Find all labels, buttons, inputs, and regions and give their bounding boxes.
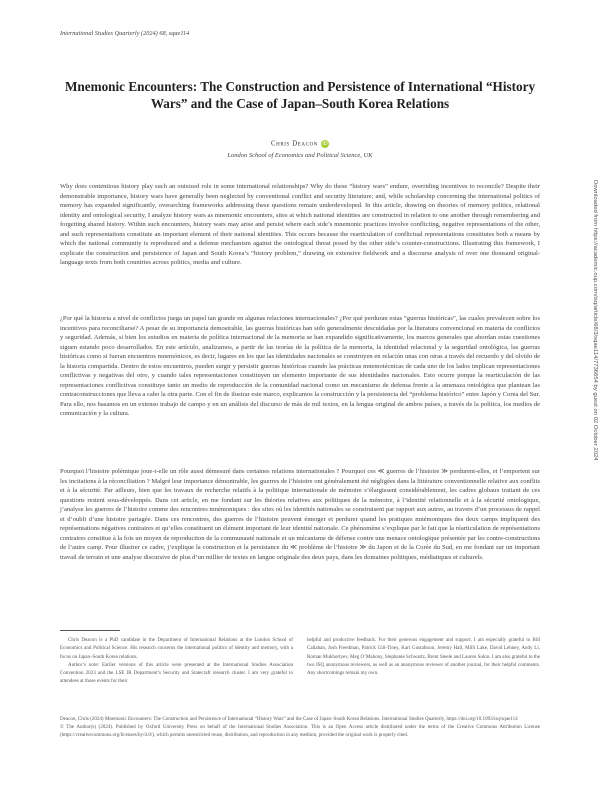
- footnote-author-note: Author’s note: Earlier versions of this article were presented at the International Studies Association Convention 2023 and the LSE IR Department’s Security and Statecraft research cluster. I am very grateful to attendees at those events for their: [60, 661, 293, 685]
- running-head: International Studies Quarterly (2024) 68, sqae114: [60, 30, 190, 37]
- orcid-icon[interactable]: iD: [322, 141, 328, 147]
- citation-reference: Deacon, Chris (2024) Mnemonic Encounters: The Construction and Persistence of International “History Wars” and the Case of Japan–South Korea Relations. International Studies Quarterly, https://doi.org/10.1093/isq/sqae114: [60, 716, 518, 722]
- copyright-license: © The Author(s) (2024). Published by Oxford University Press on behalf of the International Studies Association. This is an Open Access article distributed under the terms of the Creative Commons Attribution License (https://creativecommons.org/licenses/by/4.0/), which permits unrestricted reuse, distribution, and reproduction in any medium, provided the original work is properly cited.: [60, 724, 540, 739]
- abstract-spanish: ¿Por qué la historia a nivel de conflictos juega un papel tan grande en algunas relaciones internacionales? ¿Por qué perduran estas “guerras históricas”, las cuales prevalecen sobre los incentivos para reconciliarse? A pesar de su importancia demostrable, las guerras históricas han sido generalmente descuidadas por la literatura convencional en materia de conflictos y seguridad. Además, si bien los estudios en materia de política internacional de la memoria se han expandido significativamente, los marcos generales que abordan estas cuestiones siguen estando poco desarrollados. En este artículo, analizamos, a partir de las teorías de la política de la memoria, la identidad relacional y la seguridad ontológica, las guerras históricas como si fueran encuentros mnemónicos, es decir, lugares en los que las identidades nacionales se construyen en relación unas con otras a través del recuerdo y del olvido de la historia compartida. Dentro de estos encuentros, pueden surgir y persistir guerras históricas cuando las prácticas mnemotécnicas de cada uno de los lados implican representaciones conflictivas y negativas del otro, y cuando tales representaciones constituyen un elemento importante de sus identidades nacionales. Esto ocurre porque la rearticulación de las representaciones conflictivas constituye tanto un medio de reproducción de la comunidad nacional como un mecanismo de defensa frente a la amenaza ontológica que plantean las contraconstrucciones que lleva a cabo la otra parte. Con el fin de ilustrar este marco, explicamos la construcción y la persistencia del “problema histórico” entre Japón y Corea del Sur. Para ello, nos basamos en un extenso trabajo de campo y en un análisis del discurso de más de mil textos, en la lengua original de ambos países, a través de la política, los medios de comunicación y la cultura.: [60, 315, 540, 418]
- footnote-divider: [60, 630, 120, 631]
- author-affiliation: London School of Economics and Political Science, UK: [227, 152, 373, 159]
- article-title: Mnemonic Encounters: The Construction and Persistence of International “History Wars” and the Case of Japan–South Korea Relations: [64, 79, 536, 111]
- footnote-column-left: [60, 636, 293, 686]
- citation-block: [60, 715, 540, 739]
- author-line: [60, 140, 540, 148]
- footnote-acknowledgements: helpful and productive feedback. For their generous engagement and support, I am especially grateful to Bill Callahan, Josh Freedman, Patrick Gill-Tiney, Karl Gustafsson, Jeremy Hall, Milli Lake, David Lehney, Andy Li, Roman Mukhortyev, Meg O’Mahony, Stephanie Schwartz, Brent Steele and Lauren Sukin. I am also grateful to the two ISQ anonymous reviewers, as well as an anonymous reviewer of another journal, for their helpful comments. Any shortcomings remain my own.: [307, 637, 540, 677]
- footnote-column-right: [307, 636, 540, 677]
- download-notice: Downloaded from https://academic.oup.com/isq/article/68/3/sqae114/7736654 by guest on 02 October 2024: [592, 180, 598, 461]
- abstract-english: Why does contentious history play such an outsized role in some international relationships? Why do these “history wars” endure, overriding incentives to reconcile? Despite their demonstrable importance, history wars have generally been neglected by conventional conflict and security literature; and, while scholarship concerning the international politics of memory has expanded significantly, overarching frameworks addressing these questions remain underdeveloped. In this article, drawing on theories of memory politics, relational identity and ontological security, I analyze history wars as mnemonic encounters, sites at which national identities are constructed in relation to one another through remembering and forgetting shared history. Within such encounters, history wars may arise and persist where each side’s mnemonic practices involve conflicting, negative representations of the other, and such representations constitute an important element of their national identities. This occurs because the rearticulation of conflictual representations constitutes both a means by which the national community is reproduced and a defense mechanism against the ontological threat posed by the other side’s counter-constructions. Illustrating this framework, I explicate the construction and persistence of Japan and South Korea’s “history problem,” drawing on extensive fieldwork and a discourse analysis of over one thousand original-language texts from both countries across politics, media and culture.: [60, 183, 540, 267]
- footnote-author-bio: Chris Deacon is a PhD candidate in the Department of International Relations at the London School of Economics and Political Science. His research concerns the international politics of identity and memory, with a focus on Japan–South Korea relations.: [60, 637, 293, 660]
- abstract-french: Pourquoi l’histoire polémique joue-t-elle un rôle aussi démesuré dans certaines relations internationales ? Pourquoi ces ≪ guerres de l’histoire ≫ perdurent-elles, et l’emportent sur les incitations à la réconciliation ? Malgré leur importance démontrable, les guerres de l’histoire ont généralement été négligées dans la littérature conventionnelle relative aux conflits et à la sécurité. Par ailleurs, bien que les travaux de recherche relatifs à la politique internationale de mémoire s’élargissent considérablement, les cadres globaux traitant de ces questions restent sous-développés. Dans cet article, en me fondant sur les théories relatives aux politiques de la mémoire, à l’identité relationnelle et à la sécurité ontologique, j’analyse les guerres de l’histoire comme des rencontres mnémoniques : des sites où les identités nationales se construisent par rapport aux autres, au travers d’un processus de rappel et d’oubli d’une histoire partagée. Dans ces rencontres, des guerres de l’histoire peuvent émerger et perdurer quand les pratiques mnémoniques des deux camps impliquent des représentations négatives contraires et qu’elles constituent un élément important de leur identité nationale. Ce phénomène s’explique par le fait que la réarticulation de représentations contraires constitue à la fois un moyen de reproduction de la communauté nationale et un mécanisme de défense contre une menace ontologique présentée par les contre-constructions de l’autre camp. Pour illustrer ce cadre, j’explique la construction et la persistance du ≪ problème de l’histoire ≫ du Japon et de la Corée du Sud, en me fondant sur un important travail de terrain et une analyse discursive de plus d’un millier de textes en langue originale des deux pays, dans les domaines politiques, médiatiques et culturels.: [60, 468, 540, 561]
- download-watermark: [590, 180, 600, 610]
- author-name: Chris Deacon: [271, 140, 318, 148]
